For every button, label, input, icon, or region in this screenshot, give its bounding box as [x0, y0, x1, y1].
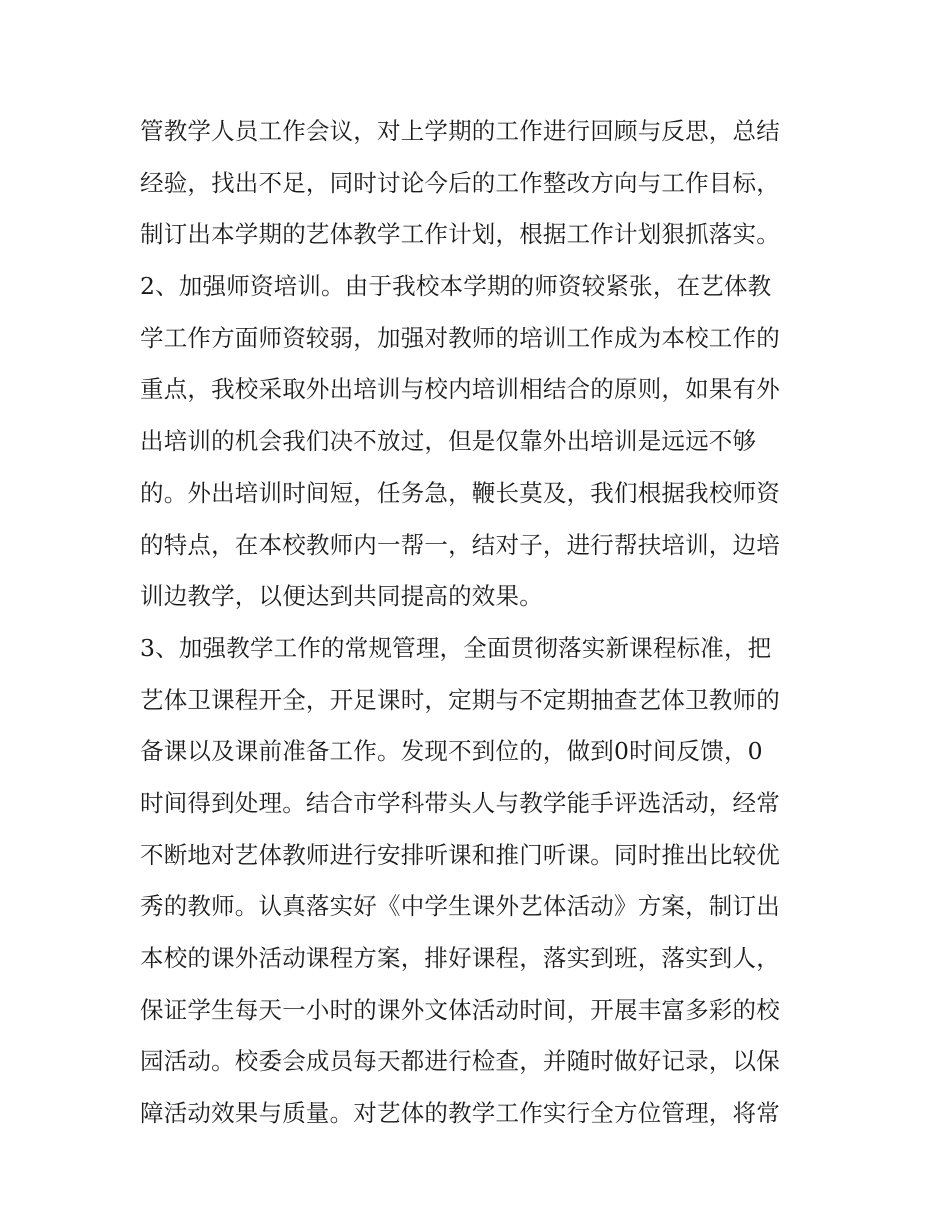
text-line: 艺体卫课程开全，开足课时，定期与不定期抽查艺体卫教师的 — [140, 685, 780, 714]
body-text — [140, 106, 830, 1140]
text-line: 备课以及课前准备工作。发现不到位的，做到0时间反馈，0 — [140, 737, 763, 766]
text-line: 出培训的机会我们决不放过，但是仅靠外出培训是远远不够 — [140, 427, 757, 456]
text-line: 时间得到处理。结合市学科带头人与教学能手评选活动，经常 — [140, 788, 780, 817]
text-line: 训边教学，以便达到共同提高的效果。 — [140, 582, 543, 611]
text-line: 管教学人员工作会议，对上学期的工作进行回顾与反思，总结 — [140, 117, 780, 145]
text-line: 3、加强教学工作的常规管理，全面贯彻落实新课程标准，把 — [140, 633, 772, 662]
text-line: 园活动。校委会成员每天都进行检查，并随时做好记录，以保 — [140, 1047, 780, 1076]
text-line: 秀的教师。认真落实好《中学生课外艺体活动》方案，制订出 — [140, 892, 780, 921]
text-line: 保证学生每天一小时的课外文体活动时间，开展丰富多彩的校 — [140, 995, 780, 1024]
text-line: 学工作方面师资较弱，加强对教师的培训工作成为本校工作的 — [140, 323, 780, 352]
text-line: 重点，我校采取外出培训与校内培训相结合的原则，如果有外 — [140, 375, 780, 404]
text-line: 不断地对艺体教师进行安排听课和推门听课。同时推出比较优 — [140, 840, 780, 869]
text-line: 障活动效果与质量。对艺体的教学工作实行全方位管理，将常 — [140, 1099, 780, 1128]
text-line: 制订出本学期的艺体教学工作计划，根据工作计划狠抓落实。 — [140, 220, 780, 249]
text-line: 的。外出培训时间短，任务急，鞭长莫及，我们根据我校师资 — [140, 478, 780, 507]
text-line: 的特点，在本校教师内一帮一，结对子，进行帮扶培训，边培 — [140, 530, 780, 559]
text-line: 经验，找出不足，同时讨论今后的工作整改方向与工作目标， — [140, 168, 780, 197]
text-line: 2、加强师资培训。由于我校本学期的师资较紧张，在艺体教 — [140, 272, 772, 301]
text-line: 本校的课外活动课程方案，排好课程，落实到班，落实到人， — [140, 944, 780, 972]
